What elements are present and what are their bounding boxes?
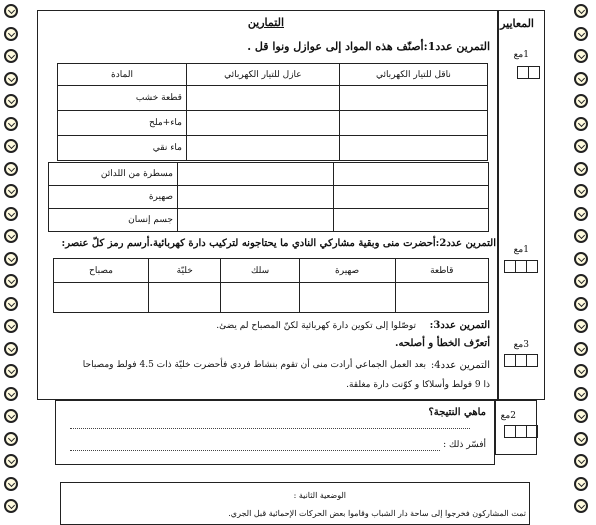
ring-icon xyxy=(574,4,588,18)
material-cell: قطعة خشب xyxy=(58,86,187,111)
ring-icon xyxy=(574,229,588,243)
symbol-draw-cell[interactable] xyxy=(221,283,299,313)
symbol-draw-cell[interactable] xyxy=(149,283,221,313)
footer-frame xyxy=(60,482,530,525)
explain-line[interactable] xyxy=(70,450,440,451)
ring-icon xyxy=(574,117,588,131)
answer-cell[interactable] xyxy=(333,163,489,186)
material-cell: جسم إنسان xyxy=(49,209,178,232)
ring-icon xyxy=(4,387,18,401)
ring-icon xyxy=(4,297,18,311)
ring-icon xyxy=(4,454,18,468)
header-material: المادة xyxy=(58,64,187,86)
ring-icon xyxy=(4,364,18,378)
ring-icon xyxy=(4,162,18,176)
ring-icon xyxy=(4,477,18,491)
criterion-1: 1مع xyxy=(513,50,529,60)
criterion-3: 3مع xyxy=(513,340,529,350)
answer-cell[interactable] xyxy=(187,136,340,161)
classification-table-continued xyxy=(48,162,489,232)
ring-icon xyxy=(4,94,18,108)
answer-cell[interactable] xyxy=(339,86,487,111)
footer-text: تمت المشاركون فخرجوا إلى ساحة دار الشباب وقاموا بعض الحركات الإحمائية قبل الجري. xyxy=(228,509,526,518)
ring-icon xyxy=(574,364,588,378)
ring-icon xyxy=(574,297,588,311)
symbol-header-fuse: صهيرة xyxy=(299,259,395,283)
symbols-table xyxy=(53,258,489,313)
symbol-header-wire: سلك xyxy=(221,259,299,283)
ring-icon xyxy=(574,319,588,333)
exercise-3-title: التمرين عدد3: xyxy=(429,320,490,331)
material-cell: صهيرة xyxy=(49,186,178,209)
ring-icon xyxy=(574,342,588,356)
answer-cell[interactable] xyxy=(339,136,487,161)
ring-icon xyxy=(574,387,588,401)
symbol-draw-cell[interactable] xyxy=(54,283,149,313)
ring-icon xyxy=(574,409,588,423)
ring-icon xyxy=(4,4,18,18)
material-cell: مسطرة من اللدائن xyxy=(49,163,178,186)
criteria-title: المعايير xyxy=(500,17,534,30)
answer-line[interactable] xyxy=(70,428,470,429)
ring-icon xyxy=(4,499,18,513)
symbol-draw-cell[interactable] xyxy=(395,283,488,313)
explain-label: أفسّر ذلك : xyxy=(443,440,486,450)
ring-icon xyxy=(4,207,18,221)
material-cell: ماء نقي xyxy=(58,136,187,161)
exercise-1-title: التمرين عدد1:أصنّف هذه المواد إلى عوازل ونوا قل . xyxy=(247,40,490,53)
ring-icon xyxy=(574,477,588,491)
classification-table xyxy=(57,63,488,161)
answer-cell[interactable] xyxy=(333,186,489,209)
score-cells-2 xyxy=(505,260,538,273)
ring-icon xyxy=(574,139,588,153)
score-cells-3 xyxy=(505,354,538,367)
exercise-4-title: التمرين عدد4: xyxy=(430,360,490,371)
ring-icon xyxy=(574,207,588,221)
ring-icon xyxy=(574,49,588,63)
exercise-3-text: توصّلوا إلى تكوين دارة كهربائية لكنّ المصباح لم يضئ. xyxy=(216,321,416,331)
ring-icon xyxy=(574,499,588,513)
ring-icon xyxy=(4,184,18,198)
ring-icon xyxy=(574,72,588,86)
ring-icon xyxy=(4,342,18,356)
symbol-draw-cell[interactable] xyxy=(299,283,395,313)
ring-icon xyxy=(4,409,18,423)
exercise-4-line-1: بعد العمل الجماعي أرادت منى أن تقوم بنشاط فردي فأحضرت خليّة ذات 4.5 فولط ومصباحا xyxy=(82,360,426,370)
criterion-2: 1مع xyxy=(513,245,529,255)
symbol-header-lamp: مصباح xyxy=(54,259,149,283)
score-cells-4 xyxy=(505,425,538,438)
exercise-note: أتعرّف الخطأ و أصلحه. xyxy=(395,338,490,349)
ring-icon xyxy=(4,117,18,131)
ring-icon xyxy=(4,274,18,288)
ring-icon xyxy=(4,252,18,266)
ring-icon xyxy=(574,94,588,108)
footer-heading: الوضعية الثانية : xyxy=(293,491,346,500)
symbol-header-cell: خليّة xyxy=(149,259,221,283)
answer-cell[interactable] xyxy=(339,111,487,136)
symbol-header-switch: قاطعة xyxy=(395,259,488,283)
ring-icon xyxy=(4,72,18,86)
answer-cell[interactable] xyxy=(187,111,340,136)
criterion-4: 2مع xyxy=(500,411,516,421)
ring-icon xyxy=(4,27,18,41)
ring-icon xyxy=(574,454,588,468)
ring-icon xyxy=(574,432,588,446)
material-cell: ماء+ملح xyxy=(58,111,187,136)
ring-icon xyxy=(4,229,18,243)
ring-icon xyxy=(574,27,588,41)
exercise-2-title: التمرين عدد2:أحضرت منى وبقية مشاركي النادي ما يحتاجونه لتركيب دارة كهربائية.أرسم رمز كلّ عنصر: xyxy=(61,238,496,249)
header-insulator: عازل للتيار الكهربائي xyxy=(187,64,340,86)
header-conductor: ناقل للتيار الكهربائي xyxy=(339,64,487,86)
ring-icon xyxy=(574,162,588,176)
answer-cell[interactable] xyxy=(333,209,489,232)
ring-icon xyxy=(4,432,18,446)
ring-icon xyxy=(574,184,588,198)
score-cells-1 xyxy=(518,66,540,79)
section-title: التمارين xyxy=(247,16,284,29)
answer-cell[interactable] xyxy=(187,86,340,111)
answer-cell[interactable] xyxy=(178,163,334,186)
ring-icon xyxy=(574,252,588,266)
exercise-4-line-2: ذا 9 فولط وأسلاكا و كوّنت دارة مغلقة. xyxy=(346,380,490,390)
ring-icon xyxy=(4,49,18,63)
answer-cell[interactable] xyxy=(178,209,334,232)
ring-icon xyxy=(4,319,18,333)
ring-icon xyxy=(4,139,18,153)
ring-icon xyxy=(574,274,588,288)
question-title: ماهي النتيجة؟ xyxy=(428,407,486,418)
answer-cell[interactable] xyxy=(178,186,334,209)
